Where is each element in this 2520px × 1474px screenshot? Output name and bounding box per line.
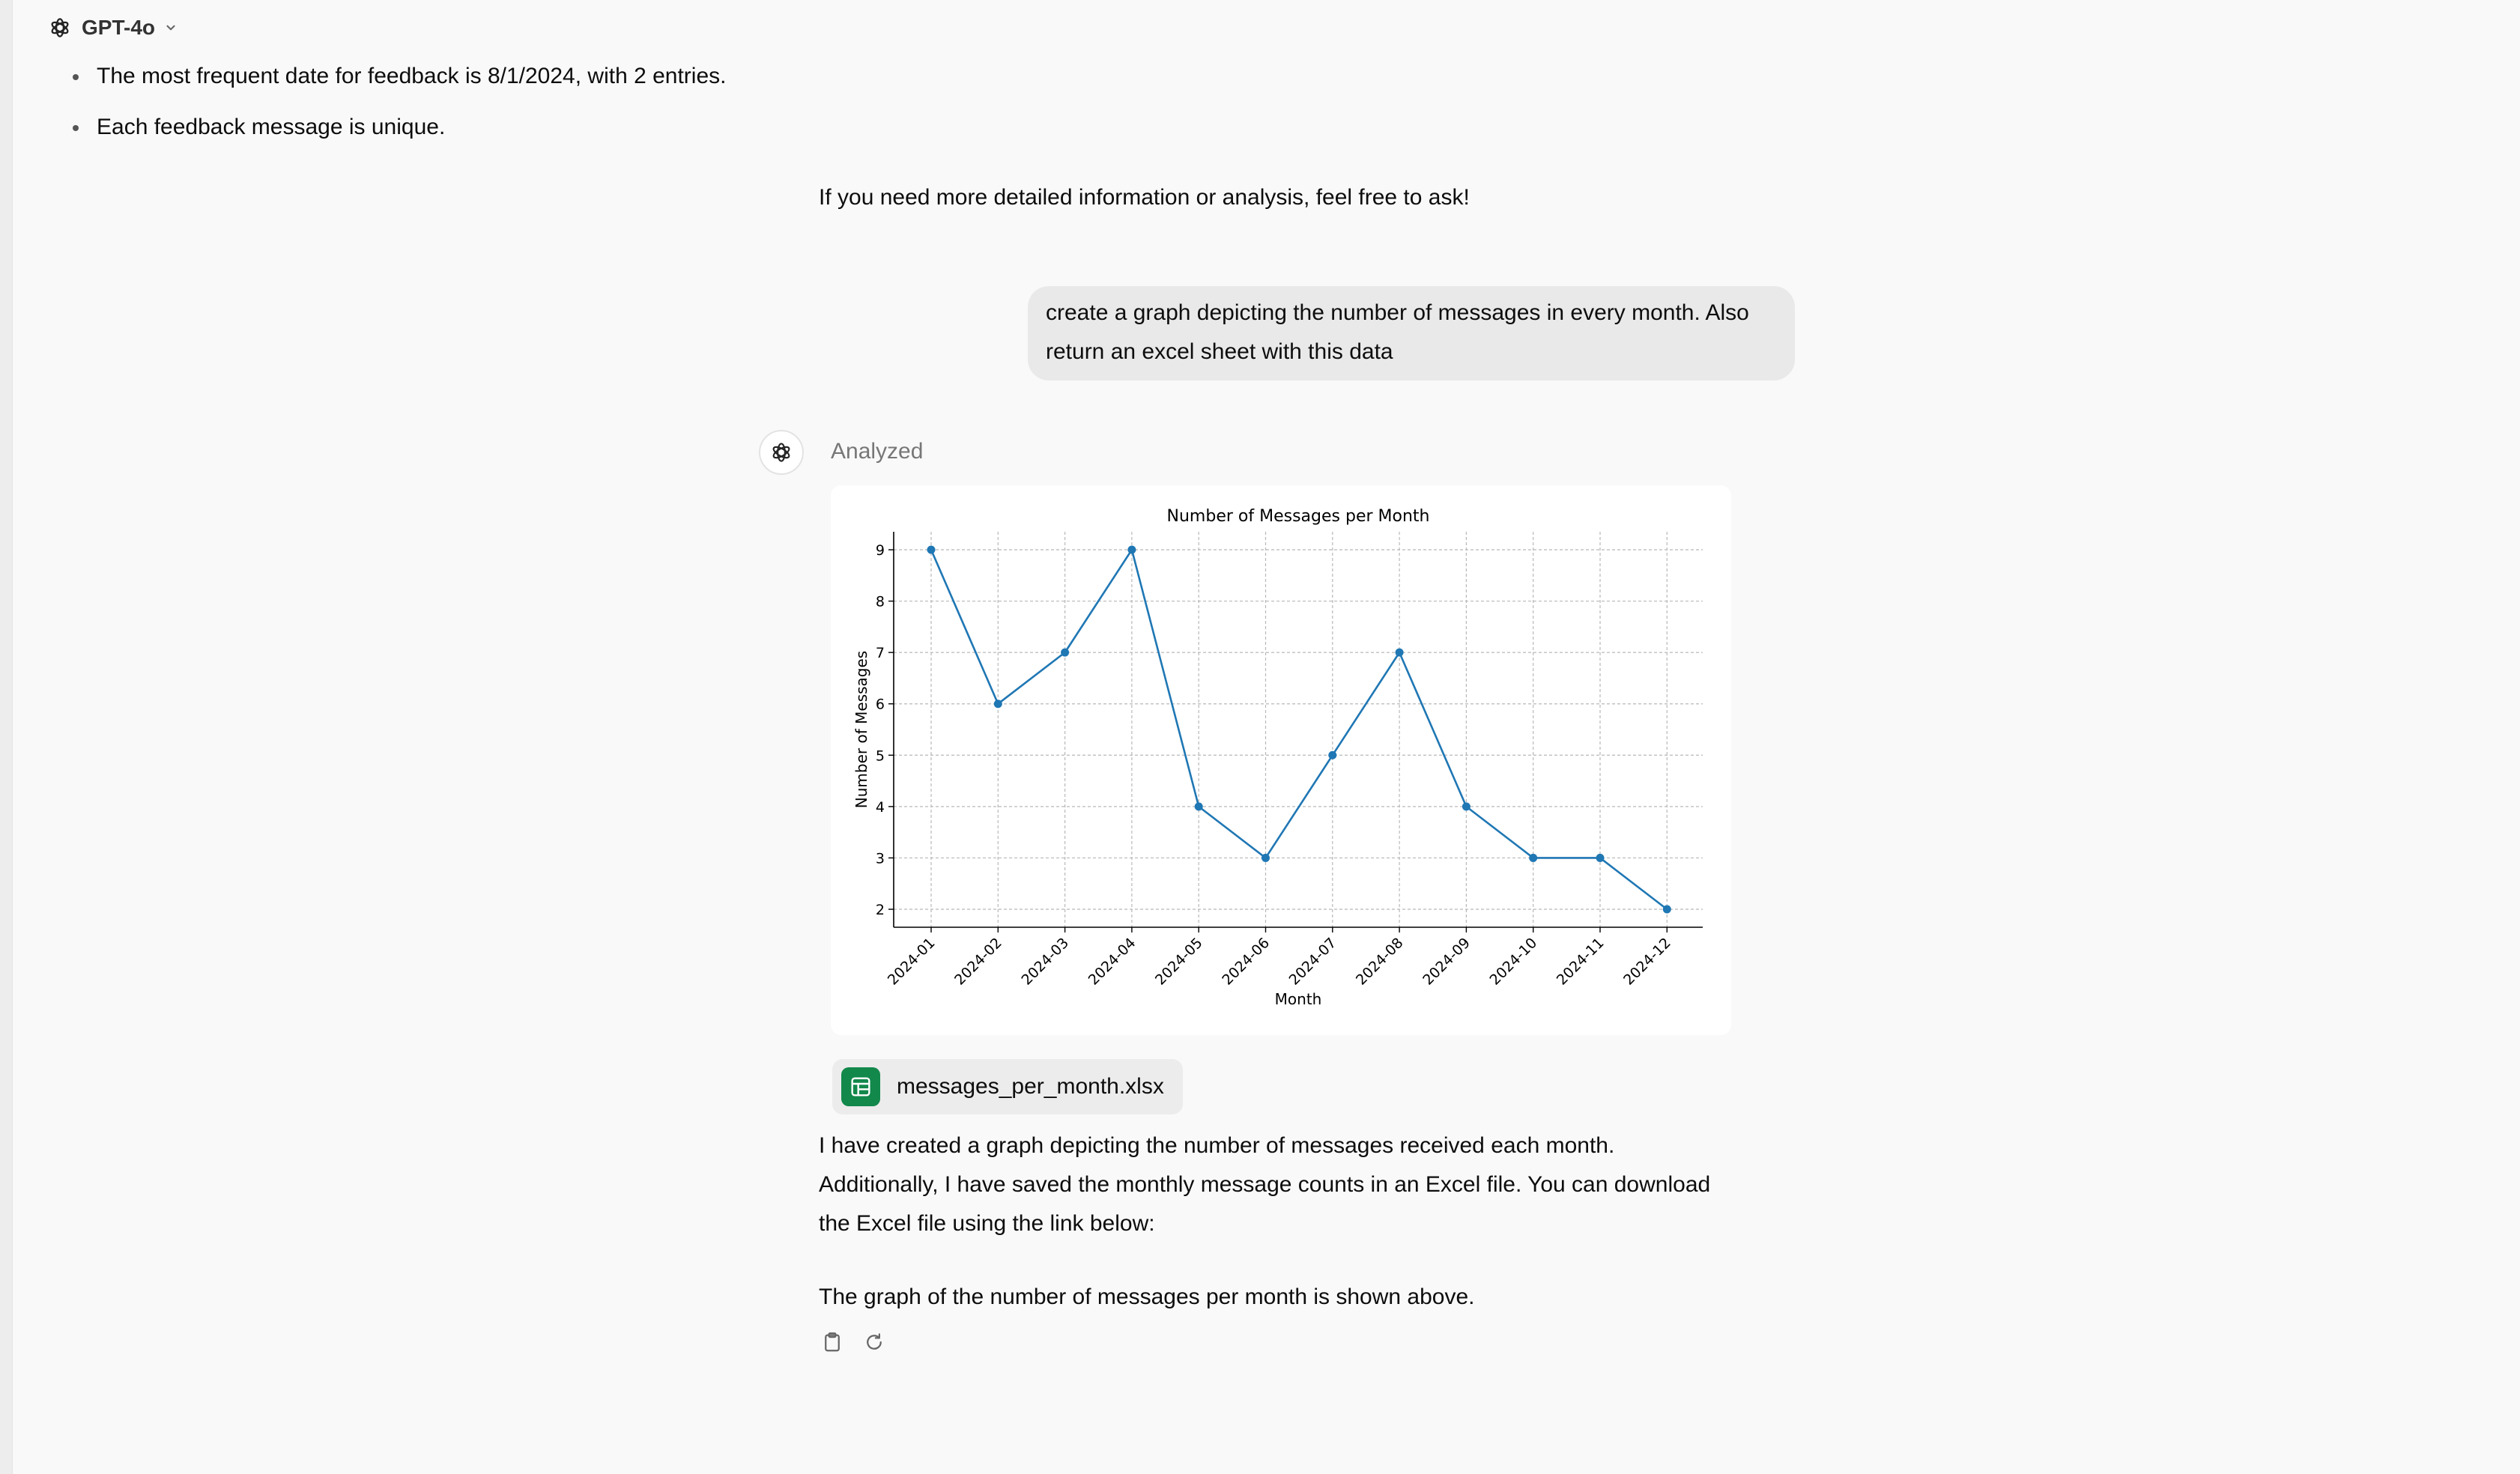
y-tick-label: 3 xyxy=(875,850,885,867)
data-point xyxy=(1127,546,1136,554)
series-line xyxy=(931,550,1667,909)
y-tick-label: 7 xyxy=(875,645,885,662)
reply-line: Additionally, I have saved the monthly message counts in an Excel file. You can download xyxy=(819,1172,1711,1197)
message-actions xyxy=(819,1329,888,1356)
regenerate-button[interactable] xyxy=(861,1329,888,1356)
data-point xyxy=(994,700,1002,708)
model-name: GPT-4o xyxy=(82,16,156,39)
x-tick-label: 2024-04 xyxy=(1085,934,1139,989)
assistant-reply-after: The graph of the number of messages per month is shown above. xyxy=(819,1285,1475,1309)
data-point xyxy=(1396,649,1404,657)
refresh-icon xyxy=(863,1331,885,1353)
openai-logo-icon xyxy=(769,440,794,465)
openai-logo-icon xyxy=(47,15,73,40)
line-chart xyxy=(831,485,1731,1035)
x-tick-label: 2024-02 xyxy=(951,934,1005,989)
y-tick-label: 2 xyxy=(875,902,885,918)
chart-title: Number of Messages per Month xyxy=(1166,507,1430,526)
y-tick-label: 9 xyxy=(875,542,885,559)
list-item: The most frequent date for feedback is 8/1/2024, with 2 entries. xyxy=(67,60,726,111)
data-point xyxy=(1529,854,1537,862)
chart-card xyxy=(831,485,1731,1035)
y-tick-label: 8 xyxy=(875,593,885,610)
list-item: Each feedback message is unique. xyxy=(67,111,726,162)
x-tick-label: 2024-01 xyxy=(884,934,939,989)
file-name: messages_per_month.xlsx xyxy=(897,1074,1164,1099)
data-point xyxy=(1596,854,1605,862)
analysis-status: Analyzed xyxy=(831,439,924,464)
data-point xyxy=(1195,802,1203,810)
reply-line: the Excel file using the link below: xyxy=(819,1211,1155,1236)
x-tick-label: 2024-07 xyxy=(1285,934,1340,989)
assistant-text-closing: If you need more detailed information or analysis, feel free to ask! xyxy=(819,185,1470,210)
data-point xyxy=(1061,649,1069,657)
x-tick-label: 2024-08 xyxy=(1352,934,1407,989)
assistant-avatar xyxy=(759,430,804,475)
copy-button[interactable] xyxy=(819,1329,846,1356)
y-tick-label: 6 xyxy=(875,696,885,713)
user-message: create a graph depicting the number of messages in every month. Also return an excel sheet with this data xyxy=(1028,286,1795,380)
chevron-down-icon xyxy=(164,21,178,34)
spreadsheet-icon xyxy=(841,1067,880,1106)
reply-line: I have created a graph depicting the number of messages received each month. xyxy=(819,1133,1615,1158)
excel-file-download[interactable] xyxy=(832,1059,1183,1114)
summary-bullets xyxy=(67,60,726,162)
data-point xyxy=(927,546,936,554)
data-point xyxy=(1328,751,1336,759)
x-tick-label: 2024-12 xyxy=(1620,934,1674,989)
data-point xyxy=(1462,802,1470,810)
data-point xyxy=(1261,854,1270,862)
data-point xyxy=(1663,906,1671,914)
x-tick-label: 2024-05 xyxy=(1152,934,1206,989)
x-tick-label: 2024-09 xyxy=(1420,934,1473,989)
x-tick-label: 2024-10 xyxy=(1486,934,1541,989)
y-tick-label: 5 xyxy=(875,747,885,765)
x-axis-label: Month xyxy=(1274,990,1322,1008)
x-tick-label: 2024-03 xyxy=(1018,934,1073,989)
assistant-reply xyxy=(819,1126,1710,1243)
y-tick-label: 4 xyxy=(875,798,885,816)
clipboard-icon xyxy=(821,1331,843,1353)
y-axis-label: Number of Messages xyxy=(852,650,870,809)
model-selector[interactable] xyxy=(37,10,188,45)
x-tick-label: 2024-11 xyxy=(1553,934,1608,989)
x-tick-label: 2024-06 xyxy=(1219,934,1273,989)
chat-window xyxy=(12,0,2520,1474)
